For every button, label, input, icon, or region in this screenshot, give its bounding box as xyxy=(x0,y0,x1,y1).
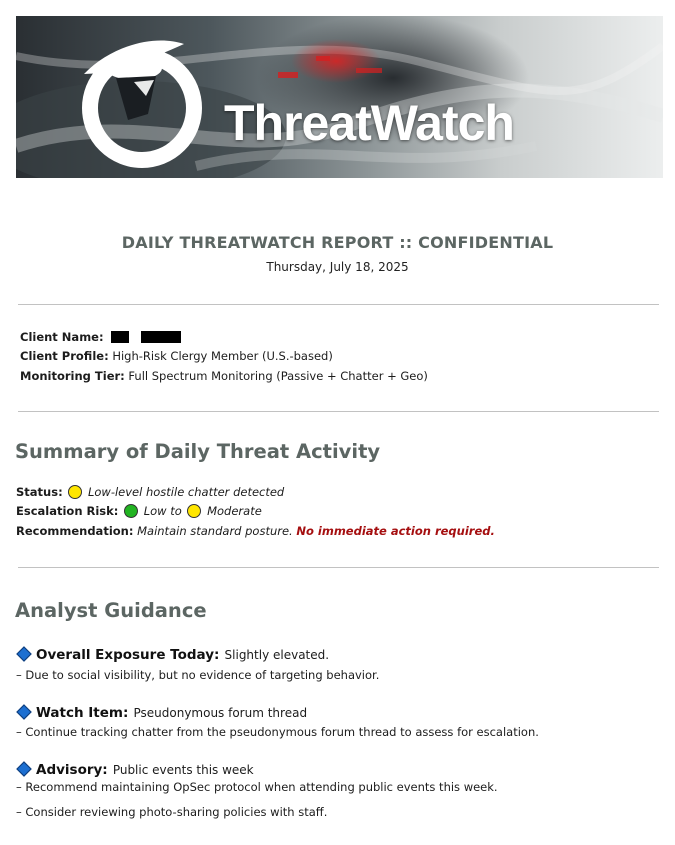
monitoring-tier-value: Full Spectrum Monitoring (Passive + Chatter + Geo) xyxy=(128,369,428,383)
guidance-item xyxy=(16,759,254,778)
guidance-item-value: Slightly elevated. xyxy=(224,648,330,662)
guidance-item xyxy=(16,702,307,721)
guidance-item xyxy=(16,644,329,663)
brand-name: ThreatWatch xyxy=(224,95,514,151)
client-name-row xyxy=(20,330,181,344)
escalation-risk-row xyxy=(16,504,262,518)
recommendation-label: Recommendation: xyxy=(16,524,134,538)
guidance-item-label: Advisory: xyxy=(36,762,108,778)
client-profile-row xyxy=(20,349,333,363)
client-profile-label: Client Profile: xyxy=(20,349,109,363)
redaction-block xyxy=(141,331,181,343)
guidance-bullet: – Consider reviewing photo-sharing policies with staff. xyxy=(16,805,328,819)
divider xyxy=(18,304,659,305)
divider xyxy=(18,411,659,412)
guidance-item-label: Watch Item: xyxy=(36,705,129,721)
divider xyxy=(18,567,659,568)
yellow-status-icon xyxy=(187,504,201,518)
report-title: DAILY THREATWATCH REPORT :: CONFIDENTIAL xyxy=(121,233,554,252)
status-value: Low-level hostile chatter detected xyxy=(87,485,285,499)
redaction-block xyxy=(111,331,129,343)
recommendation-value: Maintain standard posture. xyxy=(137,524,293,538)
guidance-heading: Analyst Guidance xyxy=(15,599,207,622)
yellow-status-icon xyxy=(68,485,82,499)
client-profile-value: High-Risk Clergy Member (U.S.-based) xyxy=(112,349,333,363)
guidance-item-value: Public events this week xyxy=(112,763,254,777)
summary-heading: Summary of Daily Threat Activity xyxy=(15,440,381,463)
escalation-low-value: Low to xyxy=(143,504,182,518)
blue-diamond-icon xyxy=(16,646,32,662)
green-status-icon xyxy=(124,504,138,518)
guidance-item-label: Overall Exposure Today: xyxy=(36,647,220,663)
guidance-bullet: – Due to social visibility, but no evidence of targeting behavior. xyxy=(16,668,380,682)
monitoring-tier-label: Monitoring Tier: xyxy=(20,369,125,383)
escalation-risk-label: Escalation Risk: xyxy=(16,504,119,518)
recommendation-alert: No immediate action required. xyxy=(296,524,495,538)
guidance-bullet: – Recommend maintaining OpSec protocol when attending public events this week. xyxy=(16,780,498,794)
header-banner xyxy=(16,16,663,178)
client-name-label: Client Name: xyxy=(20,330,104,344)
recommendation-row xyxy=(16,524,495,538)
blue-diamond-icon xyxy=(16,761,32,777)
guidance-item-value: Pseudonymous forum thread xyxy=(133,706,308,720)
guidance-bullet: – Continue tracking chatter from the pseudonymous forum thread to assess for escalation. xyxy=(16,725,539,739)
status-label: Status: xyxy=(16,485,63,499)
report-date: Thursday, July 18, 2025 xyxy=(266,260,409,274)
monitoring-tier-row xyxy=(20,369,428,383)
status-row xyxy=(16,485,284,499)
escalation-high-value: Moderate xyxy=(207,504,262,518)
blue-diamond-icon xyxy=(16,704,32,720)
